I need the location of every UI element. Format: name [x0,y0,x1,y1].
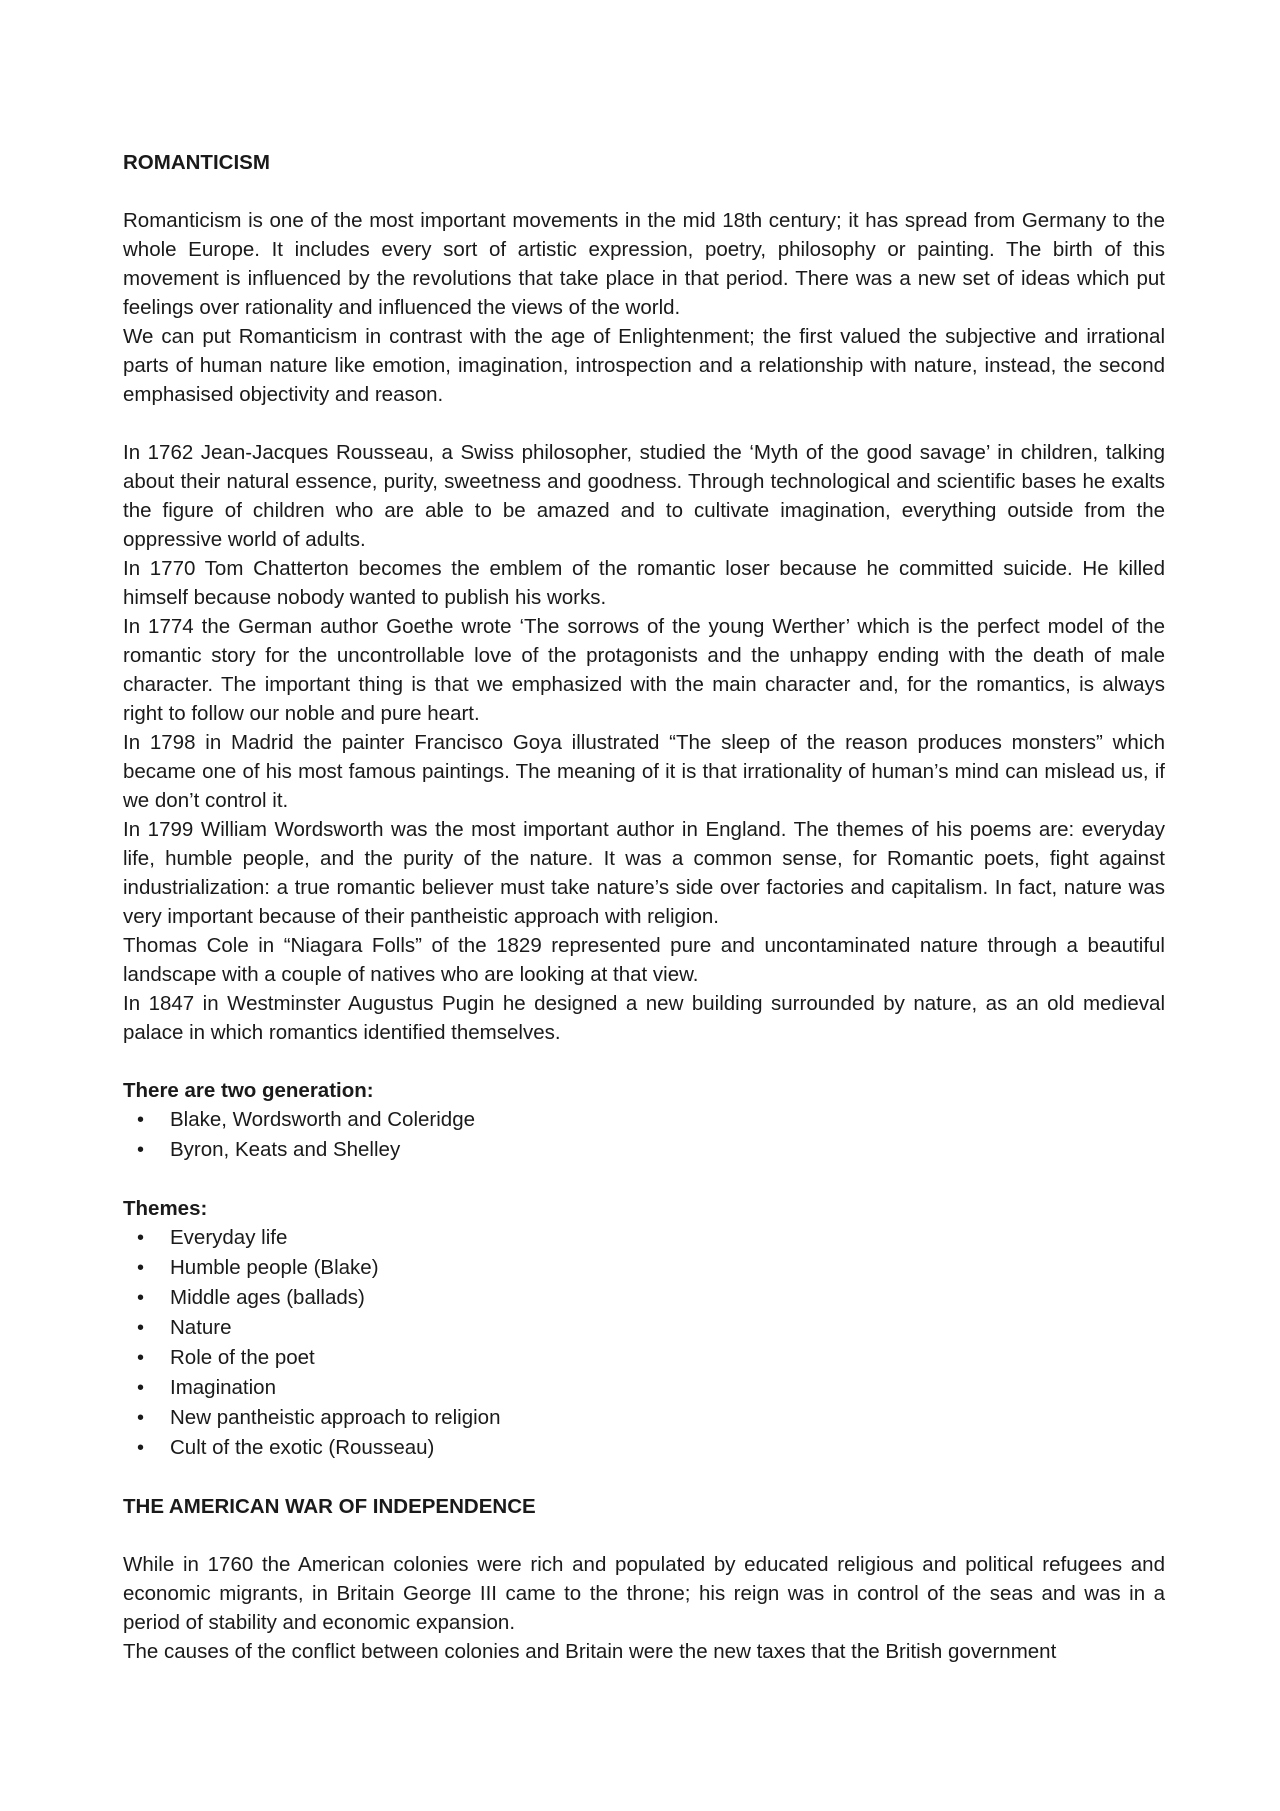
list-item-text: Nature [170,1316,232,1339]
list-item-text: Role of the poet [170,1346,315,1369]
list-item-text: Byron, Keats and Shelley [170,1138,401,1161]
paragraph-goethe: In 1774 the German author Goethe wrote ‘The sorrows of the young Werther’ which is the perfect model of the romantic story for the uncontrollable love of the protagonists and the unhappy ending with the death of male character. The important thing is that we emphasized with the main character and, for the romantics, is always right to follow our noble and pure heart. [123,615,1165,725]
list-item [123,1283,1165,1313]
bullet-icon: • [137,1437,145,1459]
themes-heading: Themes: [123,1197,208,1220]
list-item-text: Everyday life [170,1226,288,1249]
list-item-text: Imagination [170,1376,276,1399]
list-item [123,1105,1165,1135]
generations-heading: There are two generation: [123,1079,374,1102]
themes-list [123,1223,1165,1463]
paragraph-goya: In 1798 in Madrid the painter Francisco Goya illustrated “The sleep of the reason produces monsters” which became one of his most famous paintings. The meaning of it is that irrationality of human’s mind can mislead us, if we don’t control it. [123,731,1165,812]
bullet-icon: • [137,1377,145,1399]
list-item-text: Middle ages (ballads) [170,1286,365,1309]
bullet-icon: • [137,1257,145,1279]
list-item [123,1313,1165,1343]
list-item [123,1343,1165,1373]
paragraph-cole: Thomas Cole in “Niagara Folls” of the 1829 represented pure and uncontaminated nature through a beautiful landscape with a couple of natives who are looking at that view. [123,934,1165,986]
list-item-text: Cult of the exotic (Rousseau) [170,1436,435,1459]
list-item-text: Humble people (Blake) [170,1256,379,1279]
list-item [123,1135,1165,1165]
paragraph-colonies: While in 1760 the American colonies were rich and populated by educated religious and political refugees and economic migrants, in Britain George III came to the throne; his reign was in control of the seas and was in a period of stability and economic expansion. [123,1553,1165,1634]
list-item [123,1223,1165,1253]
generations-list [123,1105,1165,1165]
bullet-icon: • [137,1407,145,1429]
spacer [123,409,1165,438]
paragraph-chatterton: In 1770 Tom Chatterton becomes the emblem of the romantic loser because he committed suicide. He killed himself because nobody wanted to publish his works. [123,557,1165,609]
paragraph-rousseau: In 1762 Jean-Jacques Rousseau, a Swiss philosopher, studied the ‘Myth of the good savage’ in children, talking about their natural essence, purity, sweetness and goodness. Through technological and scientific bases he exalts the figure of children who are able to be amazed and to cultivate imagination, everything outside from the oppressive world of adults. [123,441,1165,551]
spacer [123,1463,1165,1492]
paragraph-pugin: In 1847 in Westminster Augustus Pugin he designed a new building surrounded by nature, as an old medieval palace in which romantics identified themselves. [123,992,1165,1044]
bullet-icon: • [137,1317,145,1339]
bullet-icon: • [137,1287,145,1309]
list-item-text: New pantheistic approach to religion [170,1406,501,1429]
bullet-icon: • [137,1227,145,1249]
paragraph-wordsworth: In 1799 William Wordsworth was the most important author in England. The themes of his poems are: everyday life, humble people, and the purity of the nature. It was a common sense, for Romantic poets, fight against industrialization: a true romantic believer must take nature’s side over factories and capitalism. In fact, nature was very important because of their pantheistic approach with religion. [123,818,1165,928]
section-title-american-war: THE AMERICAN WAR OF INDEPENDENCE [123,1495,536,1518]
list-item [123,1403,1165,1433]
paragraph-enlightenment: We can put Romanticism in contrast with the age of Enlightenment; the first valued the subjective and irrational parts of human nature like emotion, imagination, introspection and a relationship with nature, instead, the second emphasised objectivity and reason. [123,325,1165,406]
section-title-romanticism: ROMANTICISM [123,151,270,174]
bullet-icon: • [137,1139,145,1161]
list-item [123,1373,1165,1403]
spacer [123,1165,1165,1194]
bullet-icon: • [137,1347,145,1369]
bullet-icon: • [137,1109,145,1131]
paragraph-causes: The causes of the conflict between colonies and Britain were the new taxes that the British government [123,1640,1057,1663]
list-item-text: Blake, Wordsworth and Coleridge [170,1108,475,1131]
list-item [123,1253,1165,1283]
document-page [123,148,1165,1666]
paragraph-intro: Romanticism is one of the most important movements in the mid 18th century; it has spread from Germany to the whole Europe. It includes every sort of artistic expression, poetry, philosophy or painting. The birth of this movement is influenced by the revolutions that take place in that period. There was a new set of ideas which put feelings over rationality and influenced the views of the world. [123,209,1165,319]
list-item [123,1433,1165,1463]
spacer [123,1047,1165,1076]
